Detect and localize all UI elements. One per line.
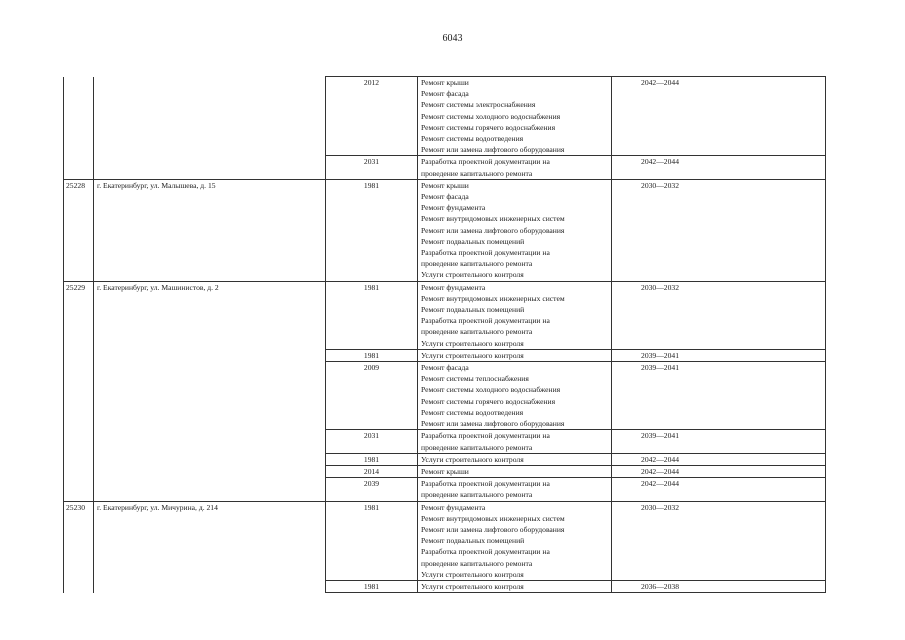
work-item: Разработка проектной документации на — [421, 316, 550, 326]
year-cell: 2012 — [326, 77, 418, 156]
year-cell: 2039 — [326, 478, 418, 501]
table-row — [64, 349, 826, 361]
house-code-cell — [64, 362, 94, 430]
house-code-cell — [64, 465, 94, 477]
planned-period-cell: 2039—2041 — [612, 349, 826, 361]
house-code-cell: 25228 — [64, 179, 94, 281]
address-cell — [94, 465, 326, 477]
address-cell: г. Екатеринбург, ул. Мичурина, д. 214 — [94, 501, 326, 580]
work-item: Ремонт фасада — [421, 89, 469, 99]
works-cell — [418, 281, 612, 349]
work-item: Ремонт фундамента — [421, 282, 486, 292]
house-code-cell: 25229 — [64, 281, 94, 349]
page-number: 6043 — [442, 33, 463, 44]
work-item: Услуги строительного контроля — [421, 270, 524, 280]
work-item: проведение капитального ремонта — [421, 558, 533, 568]
work-item: Ремонт или замена лифтового оборудования — [421, 145, 565, 155]
works-cell — [418, 430, 612, 453]
address-cell — [94, 362, 326, 430]
work-item: Ремонт крыши — [421, 78, 469, 87]
year-cell: 1981 — [326, 179, 418, 281]
planned-period-cell: 2030—2032 — [612, 281, 826, 349]
year-cell: 1981 — [326, 453, 418, 465]
works-cell — [418, 362, 612, 430]
address-cell — [94, 349, 326, 361]
works-cell — [418, 478, 612, 501]
work-item: проведение капитального ремонта — [421, 259, 533, 269]
table-row — [64, 362, 826, 430]
address-cell — [94, 156, 326, 179]
table-row — [64, 478, 826, 501]
planned-period-cell: 2030—2032 — [612, 179, 826, 281]
work-item: Ремонт системы водоотведения — [421, 134, 524, 144]
work-item: Ремонт фундамента — [421, 502, 486, 512]
work-item: Ремонт системы электроснабжения — [421, 100, 536, 110]
work-item: Разработка проектной документации на — [421, 479, 550, 489]
table-row — [64, 501, 826, 580]
work-item: Ремонт системы горячего водоснабжения — [421, 122, 556, 132]
work-item: Ремонт системы холодного водоснабжения — [421, 385, 561, 395]
year-cell: 2031 — [326, 156, 418, 179]
table-body — [64, 77, 826, 593]
repair-schedule-table — [63, 76, 826, 593]
year-cell: 2009 — [326, 362, 418, 430]
address-cell — [94, 77, 326, 156]
work-item: Ремонт или замена лифтового оборудования — [421, 225, 565, 235]
house-code-cell — [64, 156, 94, 179]
work-item: проведение капитального ремонта — [421, 442, 533, 452]
works-cell — [418, 453, 612, 465]
year-cell: 1981 — [326, 501, 418, 580]
house-code-cell — [64, 349, 94, 361]
work-item: Ремонт фасада — [421, 192, 469, 202]
works-cell — [418, 501, 612, 580]
work-item: Услуги строительного контроля — [421, 350, 524, 360]
work-item: Услуги строительного контроля — [421, 569, 524, 579]
work-item: Ремонт системы теплоснабжения — [421, 374, 529, 384]
work-item: Ремонт фундамента — [421, 203, 486, 213]
planned-period-cell: 2039—2041 — [612, 430, 826, 453]
year-cell: 1981 — [326, 580, 418, 592]
work-item: Услуги строительного контроля — [421, 338, 524, 348]
planned-period-cell: 2039—2041 — [612, 362, 826, 430]
work-item: Ремонт подвальных помещений — [421, 305, 525, 315]
work-item: Ремонт или замена лифтового оборудования — [421, 419, 565, 429]
planned-period-cell: 2042—2044 — [612, 77, 826, 156]
table-row — [64, 453, 826, 465]
work-item: Ремонт подвальных помещений — [421, 536, 525, 546]
work-item: Ремонт крыши — [421, 466, 469, 476]
work-item: Ремонт внутридомовых инженерных систем — [421, 214, 565, 224]
table-row — [64, 465, 826, 477]
works-cell — [418, 156, 612, 179]
work-item: Разработка проектной документации на — [421, 248, 550, 258]
house-code-cell — [64, 430, 94, 453]
table-row — [64, 77, 826, 156]
house-code-cell: 25230 — [64, 501, 94, 580]
work-item: Ремонт внутридомовых инженерных систем — [421, 293, 565, 303]
works-cell — [418, 349, 612, 361]
year-cell: 2031 — [326, 430, 418, 453]
works-cell — [418, 580, 612, 592]
address-cell — [94, 478, 326, 501]
address-cell — [94, 453, 326, 465]
planned-period-cell: 2042—2044 — [612, 465, 826, 477]
planned-period-cell: 2042—2044 — [612, 156, 826, 179]
work-item: проведение капитального ремонта — [421, 327, 533, 337]
work-item: Разработка проектной документации на — [421, 431, 550, 441]
table-row — [64, 430, 826, 453]
address-cell: г. Екатеринбург, ул. Машинистов, д. 2 — [94, 281, 326, 349]
work-item: Ремонт фасада — [421, 363, 469, 373]
table-row — [64, 179, 826, 281]
planned-period-cell: 2036—2038 — [612, 580, 826, 592]
work-item: Ремонт крыши — [421, 180, 469, 190]
works-cell — [418, 77, 612, 156]
year-cell: 1981 — [326, 349, 418, 361]
work-item: Разработка проектной документации на — [421, 157, 550, 167]
address-cell — [94, 580, 326, 592]
table-row — [64, 580, 826, 592]
address-cell — [94, 430, 326, 453]
table-row — [64, 156, 826, 179]
house-code-cell — [64, 453, 94, 465]
work-item: Ремонт системы холодного водоснабжения — [421, 111, 561, 121]
works-cell — [418, 465, 612, 477]
work-item: Ремонт системы водоотведения — [421, 407, 524, 417]
work-item: Ремонт системы горячего водоснабжения — [421, 396, 556, 406]
year-cell: 1981 — [326, 281, 418, 349]
house-code-cell — [64, 478, 94, 501]
work-item: Ремонт подвальных помещений — [421, 236, 525, 246]
house-code-cell — [64, 77, 94, 156]
work-item: проведение капитального ремонта — [421, 168, 533, 178]
table-row — [64, 281, 826, 349]
work-item: Ремонт внутридомовых инженерных систем — [421, 513, 565, 523]
work-item: Ремонт или замена лифтового оборудования — [421, 524, 565, 534]
work-item: Услуги строительного контроля — [421, 454, 524, 464]
planned-period-cell: 2042—2044 — [612, 478, 826, 501]
year-cell: 2014 — [326, 465, 418, 477]
work-item: Услуги строительного контроля — [421, 581, 524, 591]
house-code-cell — [64, 580, 94, 592]
address-cell: г. Екатеринбург, ул. Малышева, д. 15 — [94, 179, 326, 281]
works-cell — [418, 179, 612, 281]
work-item: Разработка проектной документации на — [421, 547, 550, 557]
work-item: проведение капитального ремонта — [421, 490, 533, 500]
planned-period-cell: 2042—2044 — [612, 453, 826, 465]
planned-period-cell: 2030—2032 — [612, 501, 826, 580]
